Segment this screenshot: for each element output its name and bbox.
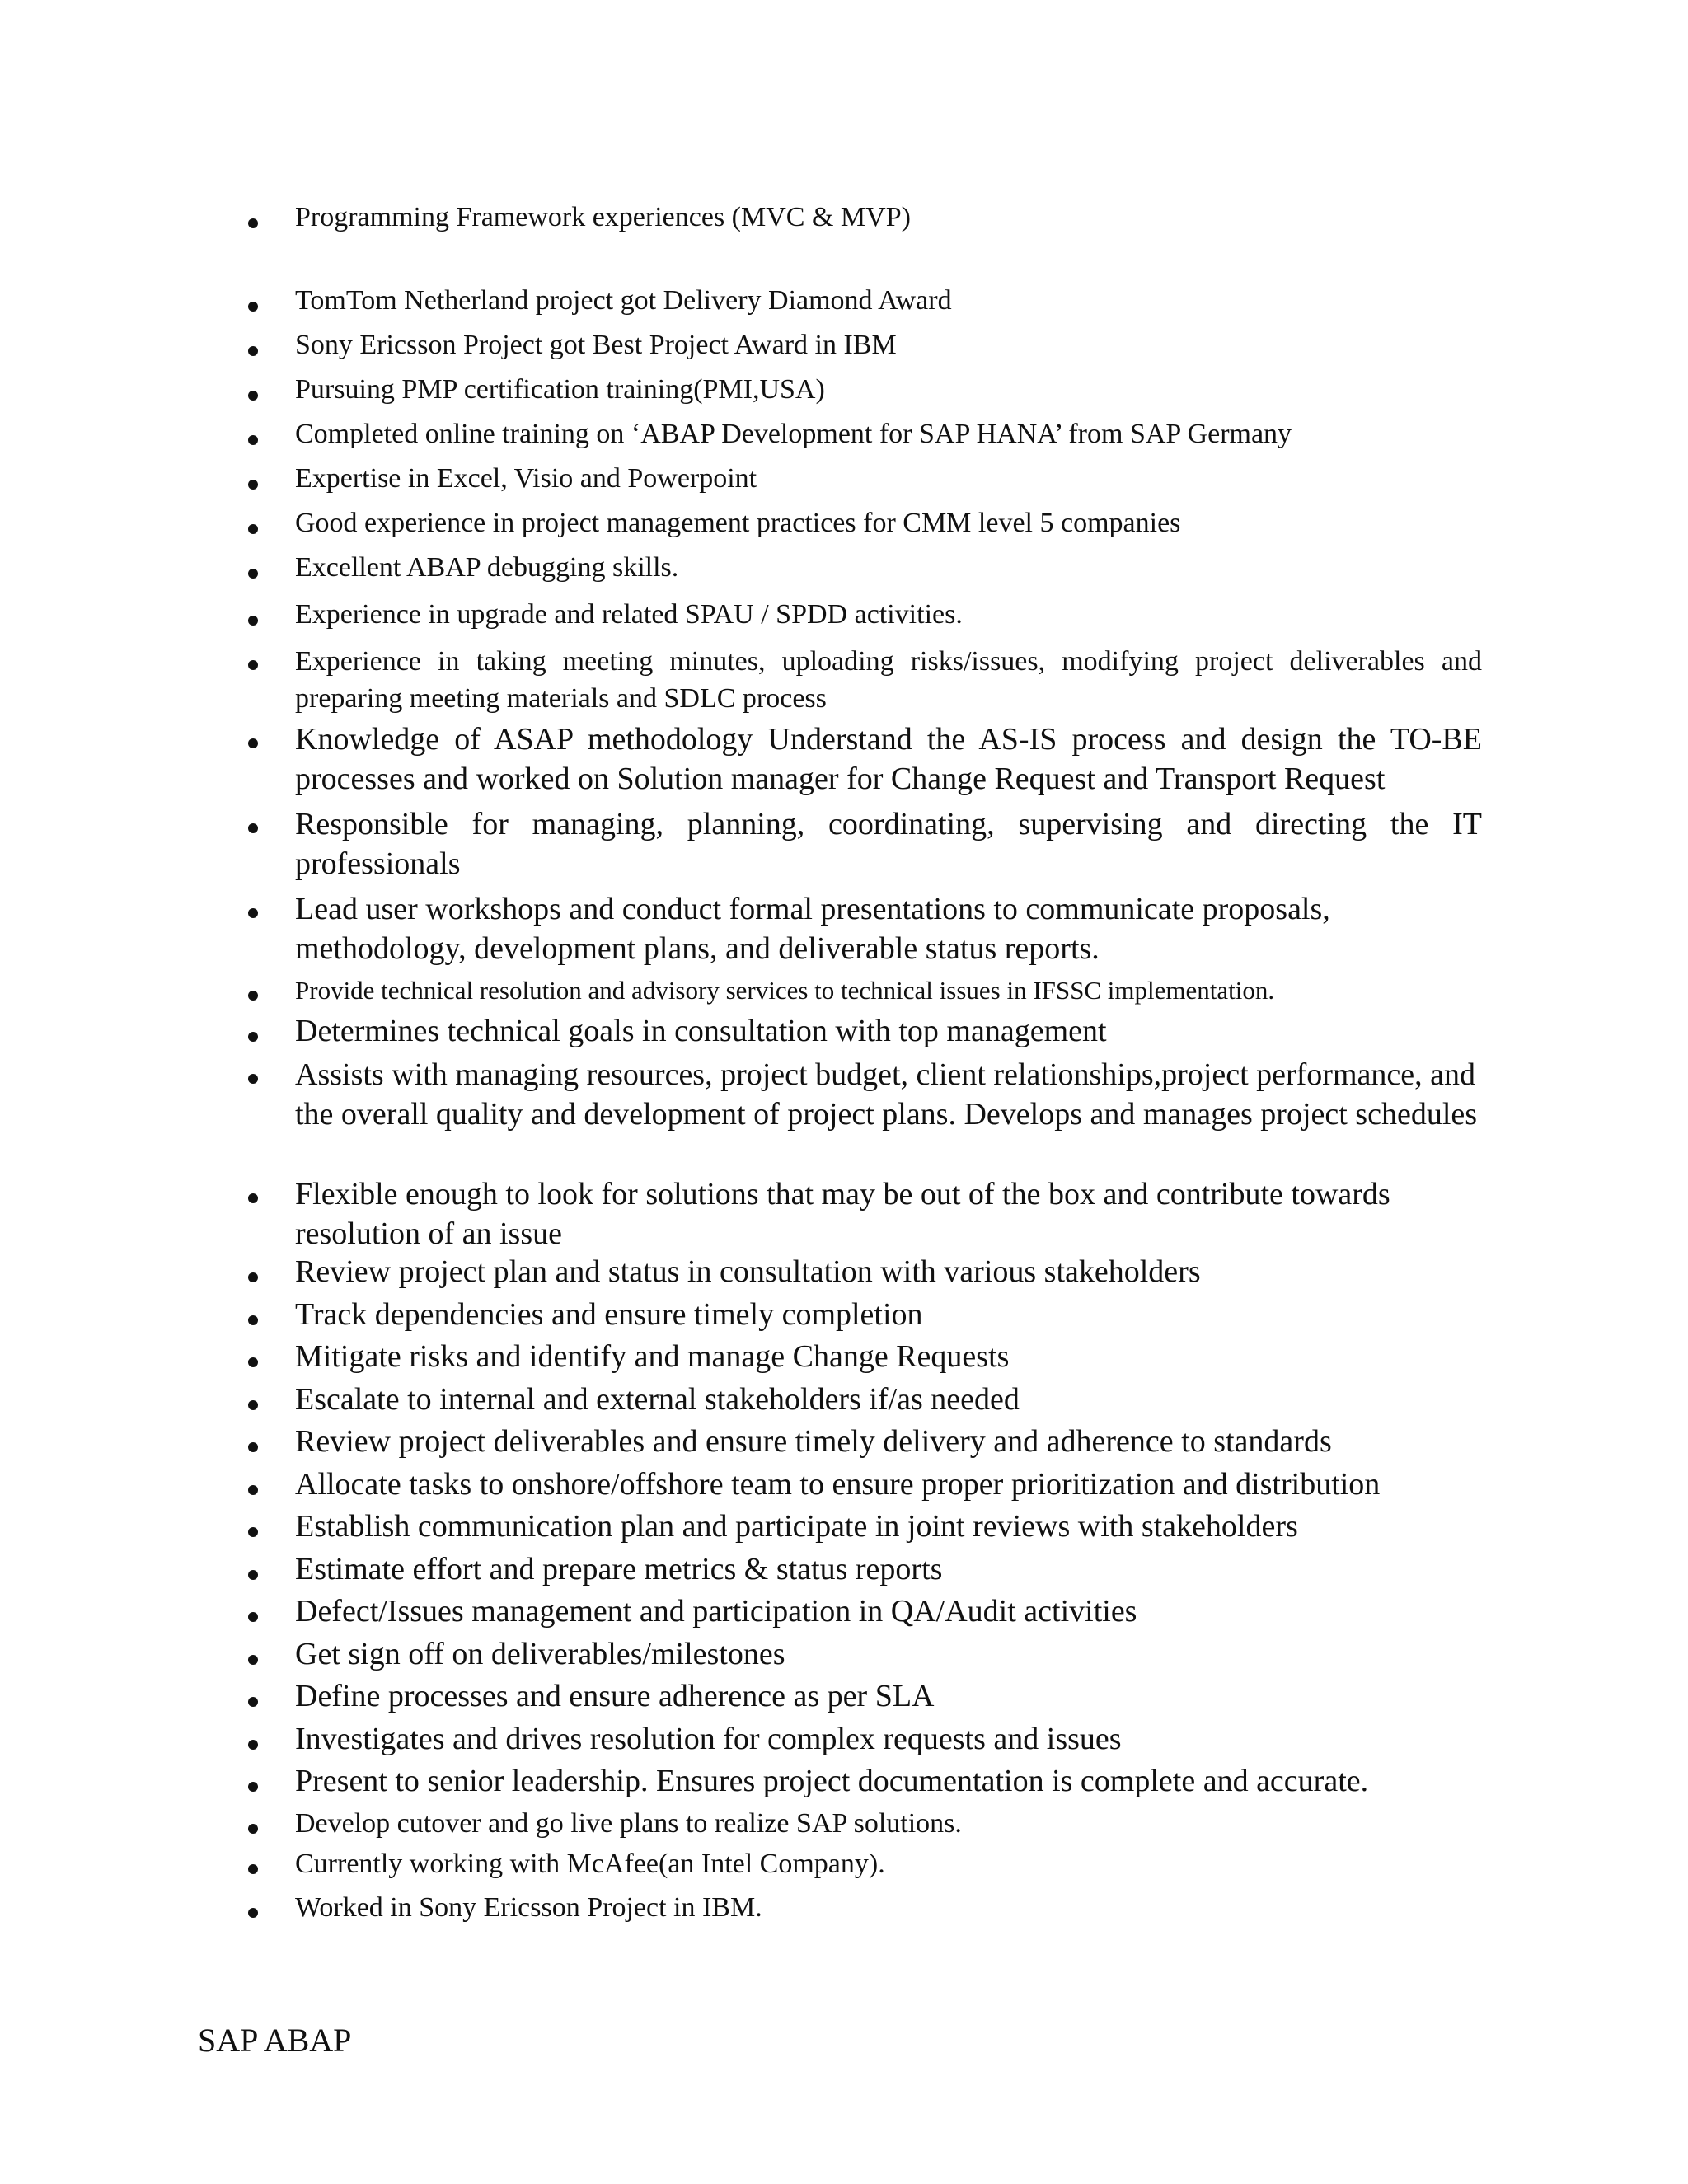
list-item-text: Mitigate risks and identify and manage Change Requests <box>295 1339 1010 1374</box>
list-item-text: Establish communication plan and participate in joint reviews with stakeholders <box>295 1509 1298 1544</box>
bullet-icon <box>248 346 258 356</box>
bullet-icon <box>248 1612 258 1622</box>
list-item-text: TomTom Netherland project got Delivery Diamond Award <box>295 285 952 316</box>
bullet-icon <box>248 1032 258 1042</box>
list-item-text: Completed online training on ‘ABAP Development for SAP HANA’ from SAP Germany <box>295 419 1292 449</box>
list-item-text: Review project plan and status in consultation with various stakeholders <box>295 1254 1201 1289</box>
bullet-icon <box>248 1272 258 1282</box>
list-item-text: Allocate tasks to onshore/offshore team to ensure proper prioritization and distribution <box>295 1467 1381 1502</box>
list-item-text: Define processes and ensure adherence as per SLA <box>295 1679 935 1713</box>
bullet-icon <box>248 1697 258 1707</box>
bullet-icon <box>248 1315 258 1325</box>
bullet-icon <box>248 1740 258 1750</box>
list-item-text: Worked in Sony Ericsson Project in IBM. <box>295 1892 762 1923</box>
list-item-text: Good experience in project management practices for CMM level 5 companies <box>295 508 1181 538</box>
bullet-icon <box>248 1824 258 1834</box>
bullet-icon <box>248 1908 258 1918</box>
list-item-text: Currently working with McAfee(an Intel Company). <box>295 1849 885 1879</box>
bullet-icon <box>248 1864 258 1874</box>
bullet-icon <box>248 1400 258 1410</box>
list-item-text: Track dependencies and ensure timely completion <box>295 1297 923 1332</box>
list-item-text: Investigates and drives resolution for complex requests and issues <box>295 1722 1122 1756</box>
section-heading: SAP ABAP <box>198 2022 352 2059</box>
bullet-icon <box>248 1193 258 1203</box>
list-item-text: Provide technical resolution and advisory services to technical issues in IFSSC implementation. <box>295 976 1275 1005</box>
list-item-text: Experience in upgrade and related SPAU / SPDD activities. <box>295 599 963 630</box>
list-item-text: Responsible for managing, planning, coordinating, supervising and directing the IT professionals <box>295 807 1482 881</box>
bullet-icon <box>248 480 258 490</box>
bullet-icon <box>248 524 258 534</box>
bullet-icon <box>248 391 258 401</box>
bullet-icon <box>248 616 258 626</box>
list-item-text: Review project deliverables and ensure timely delivery and adherence to standards <box>295 1424 1332 1459</box>
list-item-text: Lead user workshops and conduct formal presentations to communicate proposals, methodology, development plans, and deliverable status reports. <box>295 892 1330 966</box>
list-item-text: Programming Framework experiences (MVC & MVP) <box>295 202 911 232</box>
bullet-icon <box>248 1357 258 1367</box>
list-item-text: Excellent ABAP debugging skills. <box>295 552 679 583</box>
bullet-icon <box>248 1485 258 1495</box>
bullet-icon <box>248 569 258 579</box>
list-item-text: Defect/Issues management and participation in QA/Audit activities <box>295 1594 1137 1629</box>
bullet-icon <box>248 1074 258 1084</box>
list-item-text: Determines technical goals in consultation with top management <box>295 1014 1107 1048</box>
list-item-text: Escalate to internal and external stakeholders if/as needed <box>295 1382 1020 1417</box>
bullet-icon <box>248 1655 258 1665</box>
bullet-icon <box>248 823 258 833</box>
bullet-icon <box>248 660 258 670</box>
list-item-text: Pursuing PMP certification training(PMI,USA) <box>295 374 825 405</box>
list-item-text: Expertise in Excel, Visio and Powerpoint <box>295 463 757 494</box>
list-item-text: Estimate effort and prepare metrics & status reports <box>295 1552 943 1586</box>
list-item-text: Experience in taking meeting minutes, uploading risks/issues, modifying project deliverables and preparing meeting materials and SDLC process <box>295 646 1482 714</box>
bullet-icon <box>248 991 258 1001</box>
bullet-icon <box>248 218 258 228</box>
bullet-icon <box>248 1570 258 1580</box>
bullet-icon <box>248 1527 258 1537</box>
bullet-icon <box>248 738 258 748</box>
list-item-text: Get sign off on deliverables/milestones <box>295 1637 785 1671</box>
bullet-icon <box>248 302 258 312</box>
bullet-icon <box>248 1442 258 1452</box>
bullet-icon <box>248 435 258 445</box>
bullet-icon <box>248 1782 258 1792</box>
list-item-text: Flexible enough to look for solutions that may be out of the box and contribute towards resolution of an issue <box>295 1177 1390 1251</box>
list-item-text: Knowledge of ASAP methodology Understand the AS-IS process and design the TO-BE processes and worked on Solution manager for Change Request and Transport Request <box>295 722 1482 796</box>
list-item-text: Develop cutover and go live plans to realize SAP solutions. <box>295 1808 962 1839</box>
bullet-icon <box>248 908 258 918</box>
list-item-text: Present to senior leadership. Ensures project documentation is complete and accurate. <box>295 1764 1369 1798</box>
list-item-text: Assists with managing resources, project budget, client relationships,project performance, and the overall quality and development of project plans. Develops and manages project schedules <box>295 1057 1478 1132</box>
list-item-text: Sony Ericsson Project got Best Project Award in IBM <box>295 330 897 360</box>
